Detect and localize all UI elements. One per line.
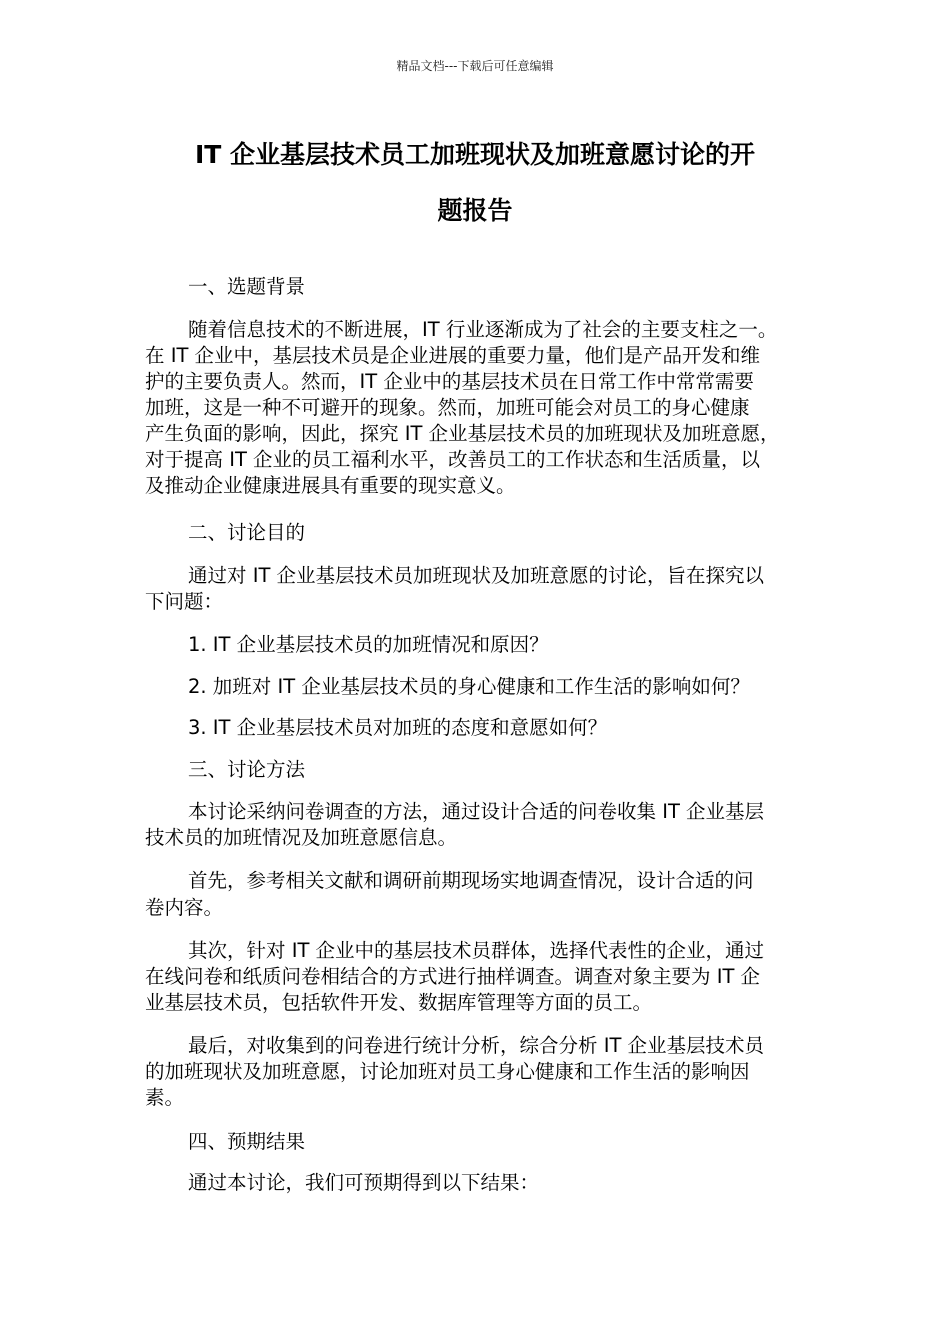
list-item: 1. IT 企业基层技术员的加班情况和原因？ (188, 633, 549, 656)
header-note: 精品文档---下载后可任意编辑 (396, 59, 554, 73)
paragraph-line: 通过本讨论，我们可预期得到以下结果： (188, 1171, 540, 1194)
list-item: 3. IT 企业基层技术员对加班的态度和意愿如何？ (188, 716, 608, 739)
paragraph-line: 其次，针对 IT 企业中的基层技术员群体，选择代表性的企业，通过 (188, 939, 765, 962)
section-heading-method: 三、讨论方法 (188, 758, 306, 781)
paragraph-line: 卷内容。 (145, 896, 224, 919)
paragraph-line: 业基层技术员，包括软件开发、数据库管理等方面的员工。 (145, 991, 653, 1014)
paragraph-line: 产生负面的影响，因此，探究 IT 企业基层技术员的加班现状及加班意愿， (145, 422, 780, 445)
paragraph-line: 本讨论采纳问卷调查的方法，通过设计合适的问卷收集 IT 企业基层 (188, 800, 765, 823)
paragraph-line: 的加班现状及加班意愿，讨论加班对员工身心健康和工作生活的影响因 (145, 1060, 750, 1083)
document-title-line-1: IT 企业基层技术员工加班现状及加班意愿讨论的开 (194, 140, 756, 169)
paragraph-line: 素。 (145, 1086, 185, 1109)
paragraph-line: 在 IT 企业中，基层技术员是企业进展的重要力量，他们是产品开发和维 (145, 344, 761, 367)
paragraph-line: 对于提高 IT 企业的员工福利水平，改善员工的工作状态和生活质量，以 (145, 448, 761, 471)
list-item: 2. 加班对 IT 企业基层技术员的身心健康和工作生活的影响如何？ (188, 675, 750, 698)
paragraph-line: 在线问卷和纸质问卷相结合的方式进行抽样调查。调查对象主要为 IT 企 (145, 965, 761, 988)
document-title-line-2: 题报告 (437, 196, 513, 225)
paragraph-line: 通过对 IT 企业基层技术员加班现状及加班意愿的讨论，旨在探究以 (188, 564, 765, 587)
section-heading-background: 一、选题背景 (188, 275, 306, 298)
paragraph-line: 护的主要负责人。然而，IT 企业中的基层技术员在日常工作中常常需要 (145, 370, 754, 393)
paragraph-line: 技术员的加班情况及加班意愿信息。 (145, 826, 458, 849)
paragraph-line: 及推动企业健康进展具有重要的现实意义。 (145, 474, 516, 497)
paragraph-line: 最后，对收集到的问卷进行统计分析，综合分析 IT 企业基层技术员 (188, 1034, 765, 1057)
paragraph-line: 下问题： (145, 590, 224, 613)
paragraph-line: 加班，这是一种不可避开的现象。然而，加班可能会对员工的身心健康 (145, 396, 750, 419)
paragraph-line: 首先，参考相关文献和调研前期现场实地调查情况，设计合适的问 (188, 869, 754, 892)
section-heading-results: 四、预期结果 (188, 1130, 306, 1153)
paragraph-line: 随着信息技术的不断进展，IT 行业逐渐成为了社会的主要支柱之一。 (188, 318, 778, 341)
section-heading-purpose: 二、讨论目的 (188, 521, 306, 544)
